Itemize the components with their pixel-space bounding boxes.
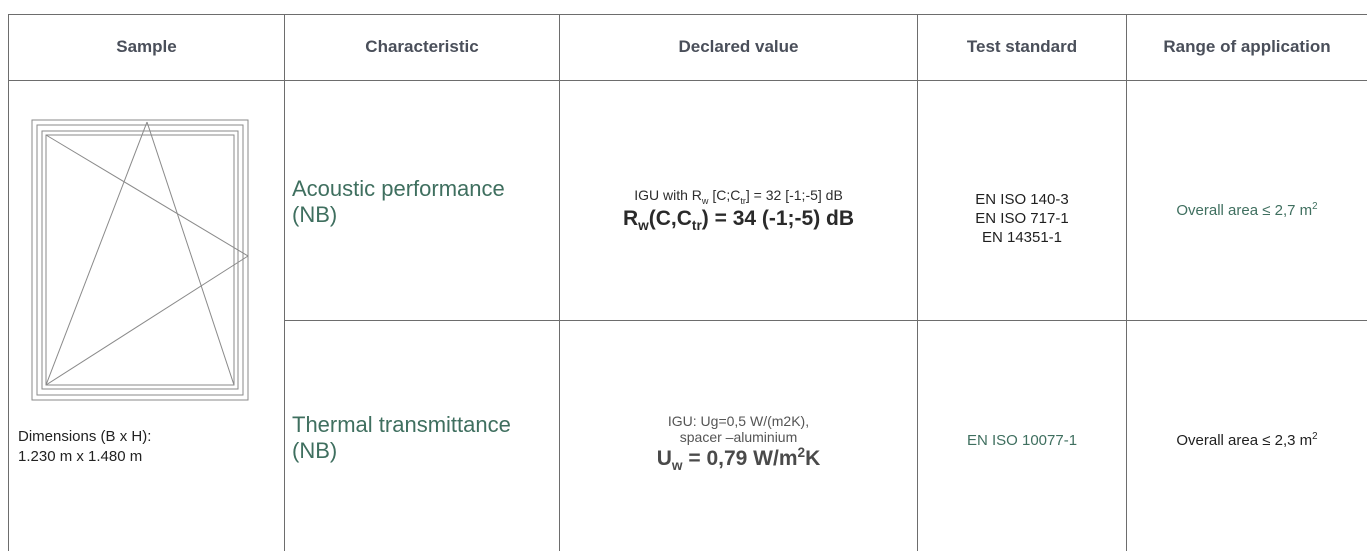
thermal-igu-line1: IGU: Ug=0,5 W/(m2K), [667, 412, 810, 429]
dimensions-label: Dimensions (B x H): [18, 428, 152, 445]
header-declared-value: Declared value [678, 37, 799, 56]
standards-acoustic [918, 168, 1126, 268]
grid-row-divider [284, 320, 1367, 321]
declared-value-acoustic [560, 150, 917, 270]
grid-col-line-3 [917, 14, 918, 551]
thermal-value: $U_w = 0,79$ $W/m^2K$ [656, 444, 821, 474]
range-acoustic [1127, 180, 1367, 240]
acoustic-igu-text: IGU with $R_w$ $[C;C_{tr}] = 32$ [-1;-5] dB [634, 186, 843, 206]
dimensions-value: 1.230 m x 1.480 m [18, 448, 143, 465]
header-test-standard: Test standard [966, 37, 1078, 56]
window-sample-drawing [30, 118, 256, 404]
standard-item: EN ISO 10077-1 [966, 431, 1078, 449]
standard-item: EN ISO 140-3 [975, 190, 1069, 208]
standards-thermal [918, 420, 1126, 460]
grid-col-line-1 [284, 14, 285, 551]
standard-item: EN 14351-1 [981, 228, 1063, 246]
header-range-of-application: Range of application [1163, 37, 1331, 56]
sample-dimensions [18, 427, 151, 467]
characteristic-acoustic: Acoustic performance (NB) [292, 176, 505, 227]
acoustic-value: $R_w(C,C_{tr}) = 34$ (-1;-5) dB [622, 207, 855, 234]
range-acoustic-text: Overall area ≤ 2,7 $m^2$ [1176, 201, 1318, 219]
grid-left-line [8, 14, 9, 551]
characteristic-thermal: Thermal transmittance (NB) [292, 412, 511, 463]
declared-value-thermal [560, 398, 917, 488]
standard-item: EN ISO 717-1 [975, 209, 1069, 227]
header-characteristic: Characteristic [365, 37, 479, 56]
grid-header-line [8, 80, 1367, 81]
grid-col-line-4 [1126, 14, 1127, 551]
range-thermal-text: Overall area ≤ 2,3 $m^2$ [1176, 431, 1318, 449]
header-sample: Sample [116, 37, 177, 56]
range-thermal [1127, 420, 1367, 460]
thermal-igu-line2: spacer –aluminium [679, 428, 798, 445]
